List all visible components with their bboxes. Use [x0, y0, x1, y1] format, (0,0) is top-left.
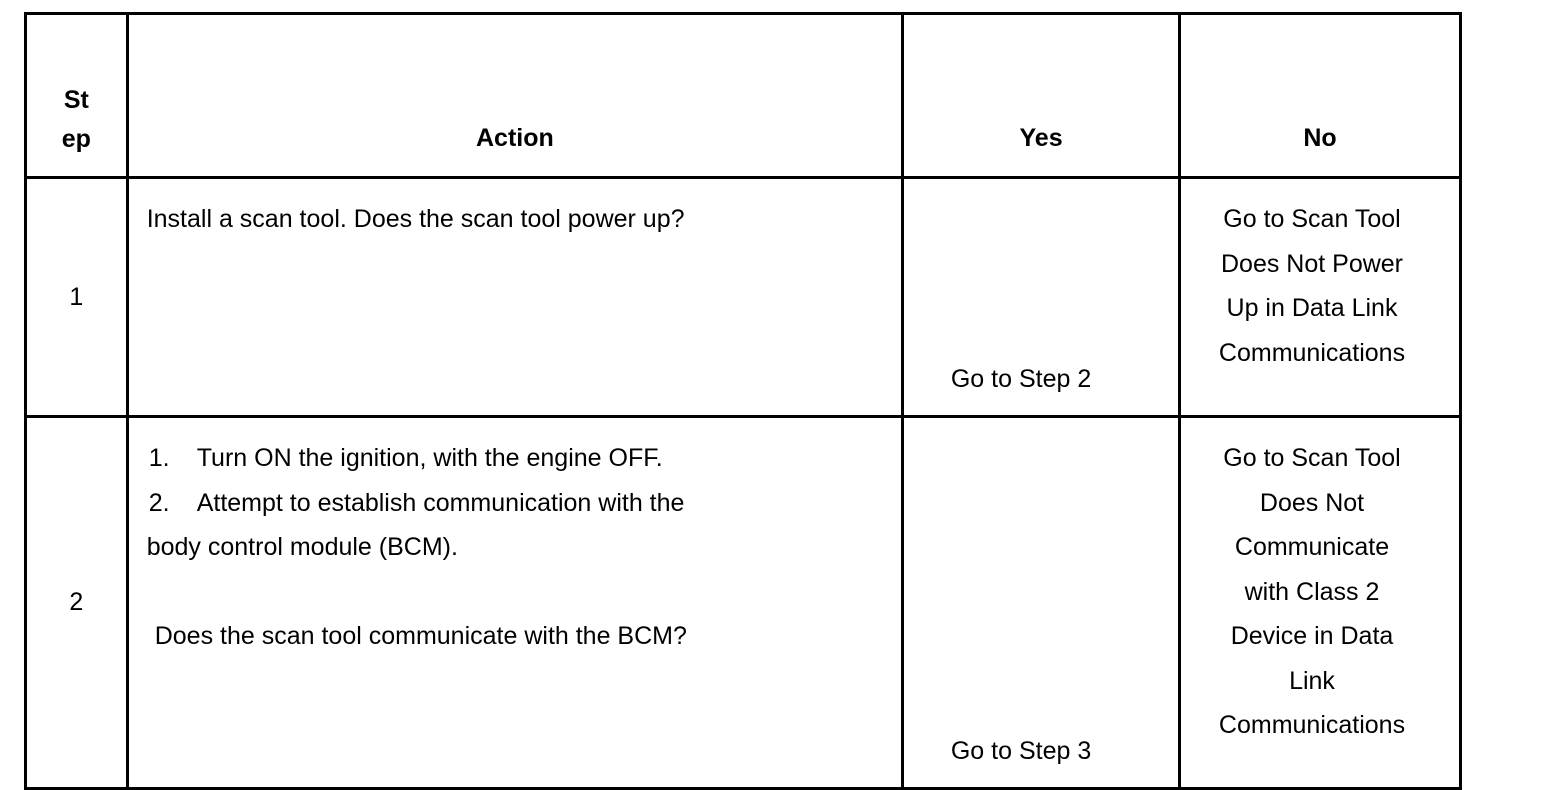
- table-row: [26, 417, 1461, 789]
- list-item-number: 1.: [148, 444, 170, 472]
- header-step-line1: St: [63, 86, 89, 114]
- header-action-label: Action: [476, 123, 554, 152]
- action-text: Install a scan tool. Does the scan tool power up?: [146, 205, 685, 233]
- action-list-item: [147, 436, 883, 481]
- no-result-line: Does Not Power: [1220, 249, 1404, 278]
- header-no-label: No: [1303, 123, 1337, 152]
- no-result-line: Communications: [1218, 338, 1406, 367]
- list-item-text: Attempt to establish communication with the: [196, 488, 685, 517]
- header-step: [26, 14, 128, 178]
- header-yes-label: Yes: [1019, 123, 1063, 152]
- yes-cell: [903, 417, 1180, 789]
- diagnostic-table: [24, 12, 1462, 790]
- spacer: [147, 570, 883, 615]
- step-number: 2: [26, 417, 128, 789]
- no-result-line: Up in Data Link: [1226, 294, 1398, 322]
- no-result-line: Device in Data: [1230, 622, 1394, 650]
- no-result-line: Does Not: [1259, 488, 1365, 517]
- action-question: Does the scan tool communicate with the BCM?: [154, 622, 687, 650]
- no-cell: [1180, 417, 1461, 789]
- no-result-line: Go to Scan Tool: [1223, 205, 1401, 233]
- header-yes: [903, 14, 1180, 178]
- list-item-text: Turn ON the ignition, with the engine OFF.: [196, 444, 663, 472]
- no-result-line: Link: [1289, 666, 1335, 695]
- header-action: [127, 14, 902, 178]
- action-cell: [127, 178, 902, 417]
- no-cell: [1180, 178, 1461, 417]
- header-no: [1180, 14, 1461, 178]
- step-number: 1: [26, 178, 128, 417]
- yes-result: Go to Step 2: [950, 364, 1092, 393]
- yes-result: Go to Step 3: [950, 736, 1092, 765]
- action-cell: [127, 417, 902, 789]
- header-row: [26, 14, 1461, 178]
- list-item-number: 2.: [148, 488, 170, 517]
- no-result-line: Communications: [1218, 711, 1406, 739]
- no-result-line: Go to Scan Tool: [1223, 444, 1401, 472]
- no-result-line: with Class 2: [1244, 577, 1380, 606]
- action-continuation: body control module (BCM).: [146, 533, 458, 561]
- header-step-line2: ep: [61, 125, 91, 153]
- table-row: [26, 178, 1461, 417]
- action-list-item: [147, 481, 883, 526]
- yes-cell: [903, 178, 1180, 417]
- no-result-line: Communicate: [1234, 533, 1390, 561]
